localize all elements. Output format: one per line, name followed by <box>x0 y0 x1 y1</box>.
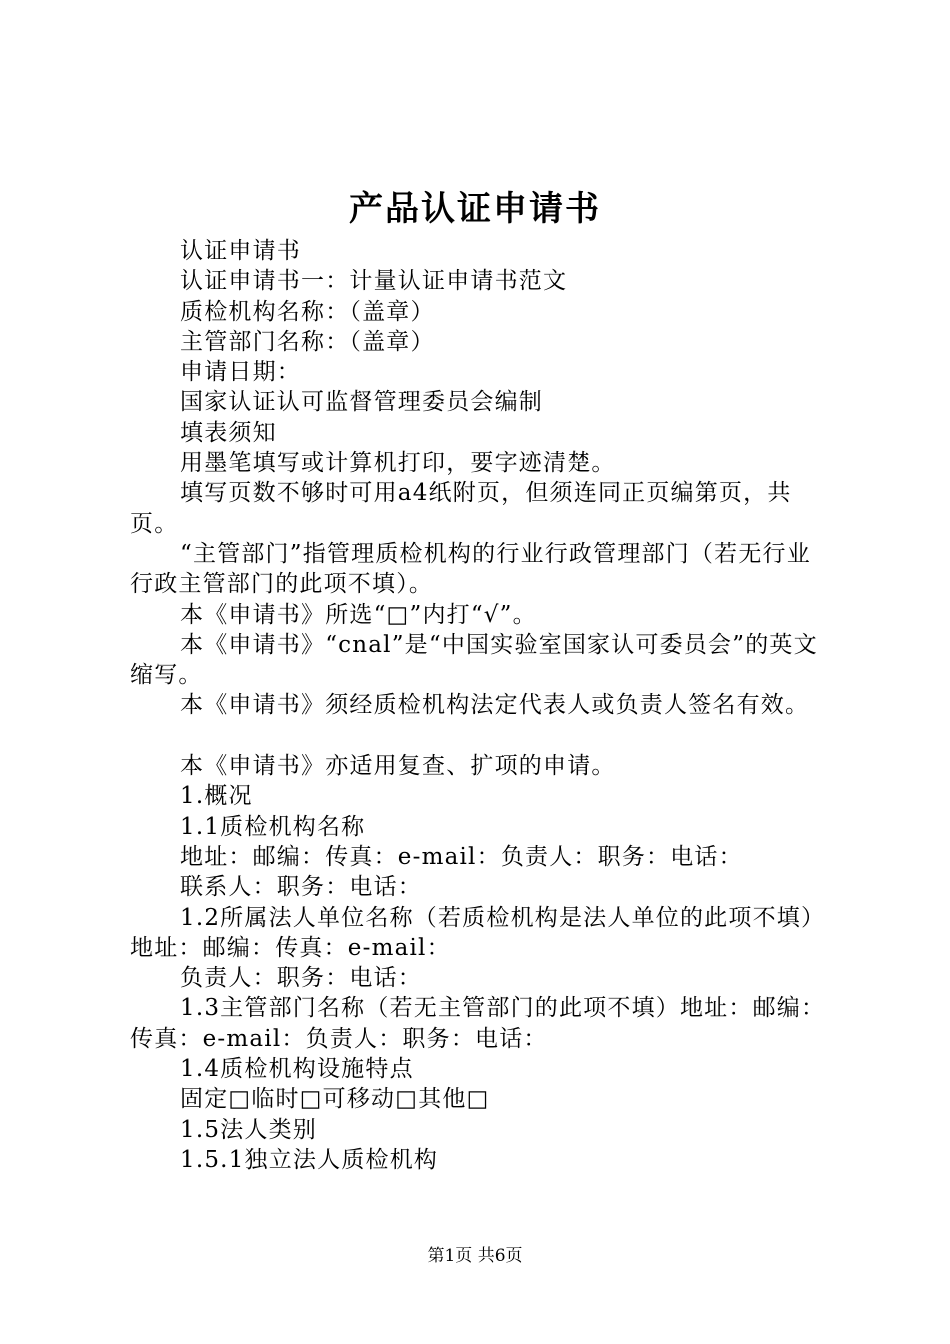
paragraph <box>130 721 835 751</box>
paragraph: 联系人：职务：电话： <box>180 874 422 901</box>
paragraph: 填表须知 <box>180 419 277 446</box>
paragraph: 1.5.1独立法人质检机构 <box>180 1146 439 1173</box>
document-title: 产品认证申请书 <box>349 189 601 229</box>
paragraph: 1.4质检机构设施特点 <box>180 1056 414 1083</box>
paragraph: 1.1质检机构名称 <box>180 813 366 840</box>
paragraph: 国家认证认可监督管理委员会编制 <box>180 389 543 416</box>
paragraph: 本《申请书》“cnal”是“中国实验室国家认可委员会”的英文缩写。 <box>130 631 818 689</box>
paragraph: 本《申请书》所选“□”内打“√”。 <box>180 601 537 628</box>
paragraph: 申请日期： <box>180 359 301 386</box>
paragraph: 认证申请书一：计量认证申请书范文 <box>180 268 568 295</box>
paragraph: 1.3主管部门名称（若无主管部门的此项不填）地址：邮编：传真：e-mail：负责人：职务：电话： <box>130 995 826 1052</box>
paragraph: 用墨笔填写或计算机打印，要字迹清楚。 <box>180 450 616 477</box>
paragraph: 认证申请书 <box>180 238 301 264</box>
paragraph: 质检机构名称：（盖章） <box>180 298 435 325</box>
paragraph: 固定□临时□可移动□其他□ <box>180 1086 490 1113</box>
paragraph: 负责人：职务：电话： <box>180 965 422 992</box>
paragraph: 本《申请书》须经质检机构法定代表人或负责人签名有效。 <box>180 692 810 719</box>
paragraph: 1.2所属法人单位名称（若质检机构是法人单位的此项不填）地址：邮编：传真：e-mail： <box>130 904 826 961</box>
paragraph: 1.5法人类别 <box>180 1116 317 1143</box>
page-footer: 第1页 共6页 <box>427 1246 523 1266</box>
paragraph: 地址：邮编：传真：e-mail：负责人：职务：电话： <box>180 843 743 870</box>
paragraph: 本《申请书》亦适用复查、扩项的申请。 <box>180 753 616 780</box>
paragraph: 填写页数不够时可用a4纸附页，但须连同正页编第页，共页。 <box>130 480 792 537</box>
paragraph: “主管部门”指管理质检机构的行业行政管理部门（若无行业行政主管部门的此项不填）。 <box>130 540 811 598</box>
paragraph: 主管部门名称：（盖章） <box>180 328 435 355</box>
paragraph: 1.概况 <box>180 783 253 810</box>
document-body <box>130 236 835 1175</box>
